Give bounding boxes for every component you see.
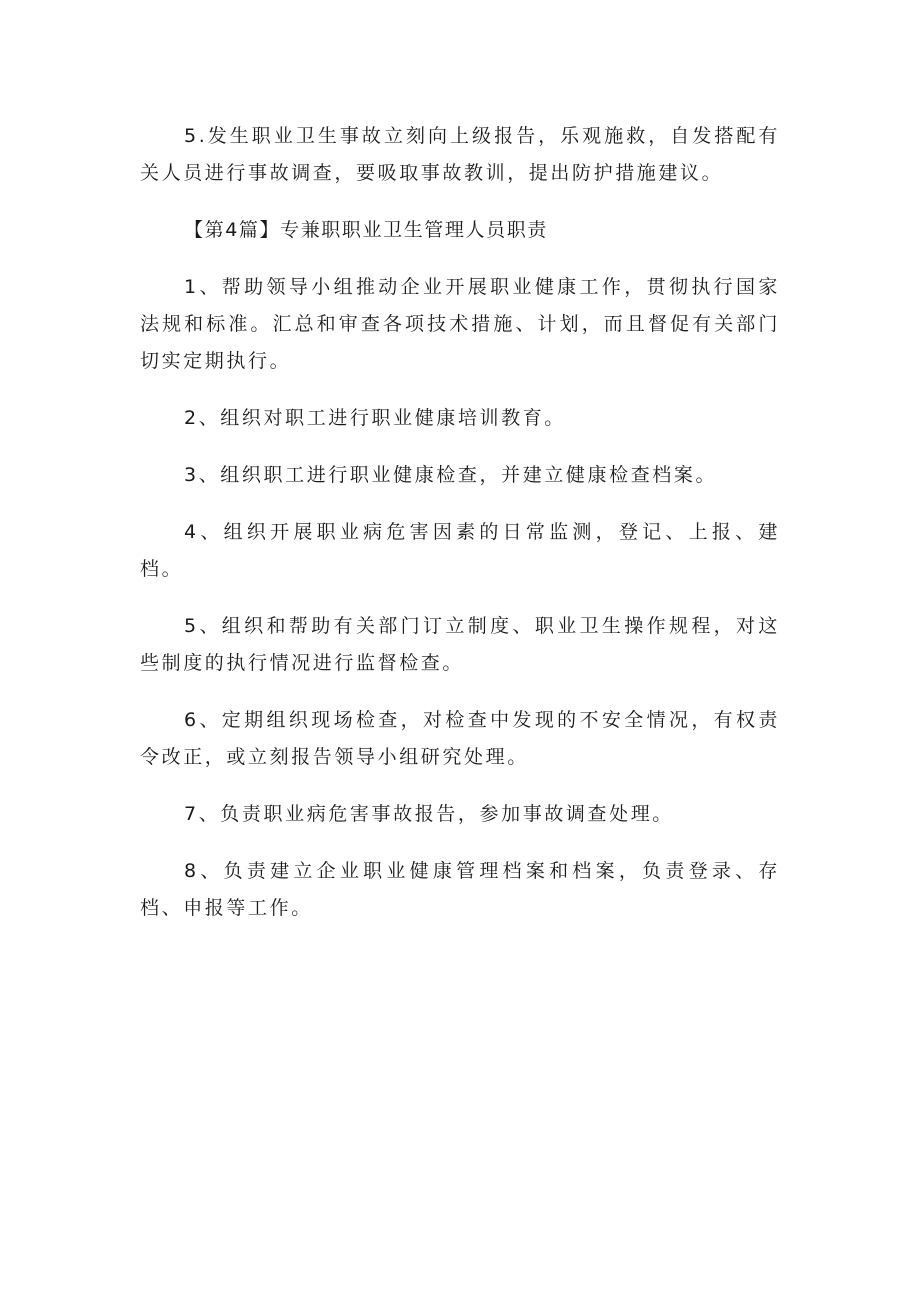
duty-item-8: 8、负责建立企业职业健康管理档案和档案，负责登录、存档、申报等工作。 <box>140 860 780 919</box>
duty-item-3: 3、组织职工进行职业健康检查，并建立健康检查档案。 <box>184 464 718 486</box>
duty-item-6: 6、定期组织现场检查，对检查中发现的不安全情况，有权责令改正，或立刻报告领导小组研究处理。 <box>140 709 780 768</box>
duty-item-2: 2、组织对职工进行职业健康培训教育。 <box>184 407 566 429</box>
document-body <box>140 118 780 927</box>
duty-item-1: 1、帮助领导小组推动企业开展职业健康工作，贯彻执行国家法规和标准。汇总和审查各项技术措施、计划，而且督促有关部门切实定期执行。 <box>140 276 780 372</box>
duty-item-4: 4、组织开展职业病危害因素的日常监测，登记、上报、建档。 <box>140 521 780 580</box>
paragraph-item-5-accident-report: 5.发生职业卫生事故立刻向上级报告，乐观施救，自发搭配有关人员进行事故调查，要吸取事故教训，提出防护措施建议。 <box>140 125 780 184</box>
duty-item-7: 7、负责职业病危害事故报告，参加事故调查处理。 <box>184 803 674 825</box>
section-heading: 【第4篇】专兼职职业卫生管理人员职责 <box>184 219 548 241</box>
duty-item-5: 5、组织和帮助有关部门订立制度、职业卫生操作规程，对这些制度的执行情况进行监督检查。 <box>140 615 780 674</box>
